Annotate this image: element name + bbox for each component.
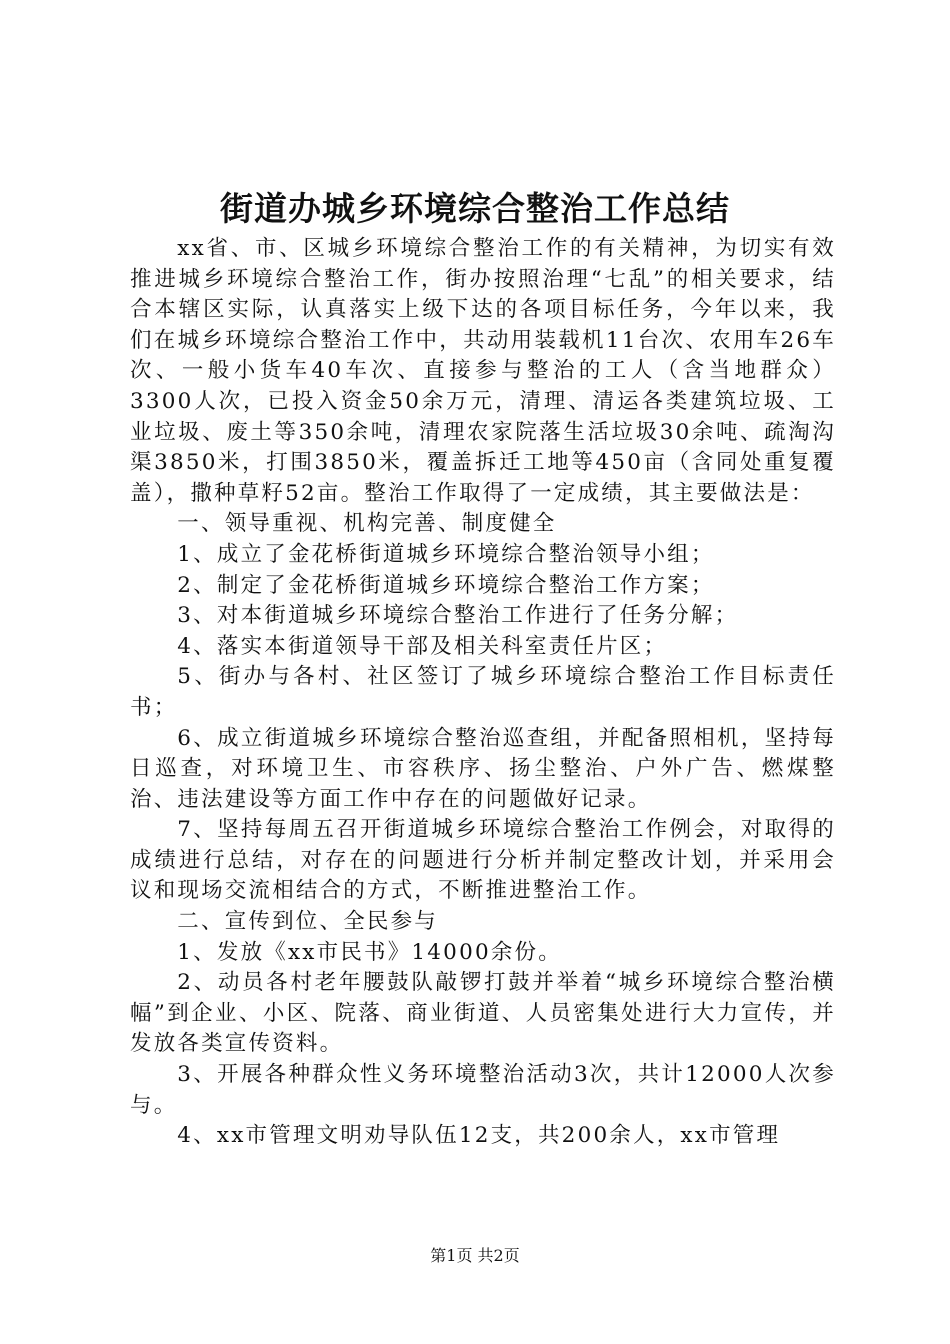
- list-item: 3、对本街道城乡环境综合整治工作进行了任务分解；: [177, 603, 739, 629]
- list-item: 1、成立了金花桥街道城乡环境综合整治领导小组；: [177, 541, 715, 567]
- document-body: [130, 234, 836, 1152]
- list-item: 4、xx市管理文明劝导队伍12支，共200余人，xx市管理: [177, 1123, 781, 1149]
- list-item: 5、街办与各村、社区签订了城乡环境综合整治工作目标责任书；: [130, 664, 836, 720]
- page-footer: 第1页 共2页: [430, 1246, 520, 1265]
- section-heading: 二、宣传到位、全民参与: [177, 909, 438, 935]
- list-item: 3、开展各种群众性义务环境整治活动3次，共计12000人次参与。: [130, 1062, 836, 1118]
- list-item: 6、成立街道城乡环境综合整治巡查组，并配备照相机，坚持每日巡查，对环境卫生、市容秩序、扬尘整治、户外广告、燃煤整治、违法建设等方面工作中存在的问题做好记录。: [130, 725, 836, 812]
- list-item: 2、动员各村老年腰鼓队敲锣打鼓并举着“城乡环境综合整治横幅”到企业、小区、院落、商业街道、人员密集处进行大力宣传，并发放各类宣传资料。: [130, 970, 836, 1057]
- section-heading: 一、领导重视、机构完善、制度健全: [177, 511, 557, 537]
- list-item: 4、落实本街道领导干部及相关科室责任片区；: [177, 633, 668, 659]
- paragraph: xx省、市、区城乡环境综合整治工作的有关精神，为切实有效推进城乡环境综合整治工作，街办按照治理“七乱”的相关要求，结合本辖区实际，认真落实上级下达的各项目标任务，今年以来，我们在城乡环境综合整治工作中，共动用装载机11台次、农用车26车次、一般小货车40车次、直接参与整治的工人（含当地群众）3300人次，已投入资金50余万元，清理、清运各类建筑垃圾、工业垃圾、废土等350余吨，清理农家院落生活垃圾30余吨、疏淘沟渠3850米，打围3850米，覆盖拆迁工地等450亩（含同处重复覆盖），撒种草籽52亩。整治工作取得了一定成绩，其主要做法是：: [130, 236, 836, 506]
- list-item: 2、制定了金花桥街道城乡环境综合整治工作方案；: [177, 572, 715, 598]
- document-title: 街道办城乡环境综合整治工作总结: [220, 189, 730, 228]
- list-item: 7、坚持每周五召开街道城乡环境综合整治工作例会，对取得的成绩进行总结，对存在的问题进行分析并制定整改计划，并采用会议和现场交流相结合的方式，不断推进整治工作。: [130, 817, 836, 904]
- list-item: 1、发放《xx市民书》14000余份。: [177, 939, 562, 965]
